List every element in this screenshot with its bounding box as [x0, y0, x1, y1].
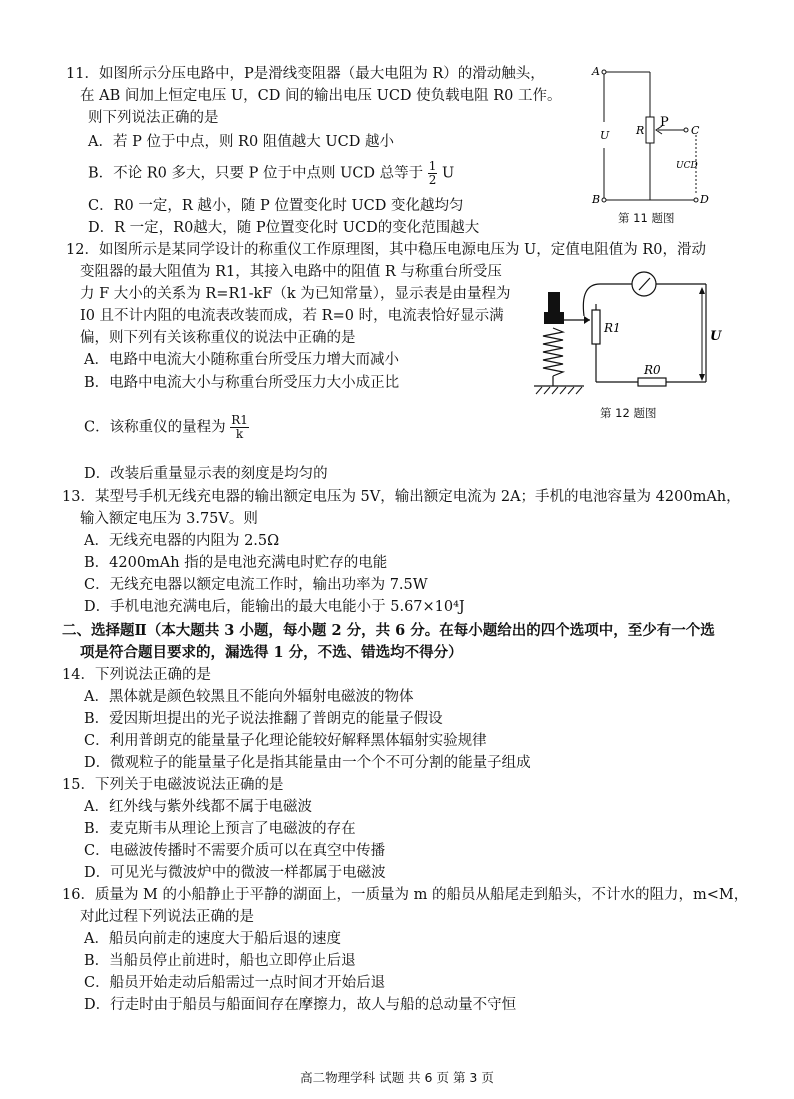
- q11-option-b: [88, 160, 454, 187]
- q11-option-b-text: B．不论 R0 多大，只要 P 位于中点则 UCD 总等于: [88, 165, 424, 182]
- q11-option-b-u: U: [442, 165, 455, 182]
- q12-option-a: A．电路中电流大小随称重台所受压力增大而减小: [84, 352, 399, 368]
- q11-stem-line3: 则下列说法正确的是: [88, 110, 219, 126]
- q12-stem-line1: 12．如图所示是某同学设计的称重仪工作原理图，其中稳压电源电压为 U，定值电阻值为 R0，滑动: [66, 242, 707, 258]
- q12-frac-num: R1: [231, 413, 248, 427]
- q11-figure-caption: 第 11 题图: [618, 211, 675, 225]
- q11-label-d: D: [700, 193, 709, 206]
- q11-option-a: A．若 P 位于中点，则 R0 阻值越大 UCD 越小: [88, 134, 394, 150]
- q11-label-r: R: [636, 124, 645, 137]
- q15-option-b: B．麦克斯韦从理论上预言了电磁波的存在: [84, 821, 356, 837]
- q16-stem-line1: 16．质量为 M 的小船静止于平静的湖面上，一质量为 m 的船员从船尾走到船头，不计水的阻力，m<M，: [62, 887, 749, 903]
- q11-label-a: A: [592, 65, 600, 78]
- q14-option-a: A．黑体就是颜色较黑且不能向外辐射电磁波的物体: [84, 689, 414, 705]
- q12-figure-caption: 第 12 题图: [600, 406, 657, 420]
- q12-label-r1: R1: [604, 321, 621, 335]
- q11-label-c: C: [691, 124, 700, 137]
- q16-option-a: A．船员向前走的速度大于船后退的速度: [84, 931, 341, 947]
- q12-option-c: [84, 414, 249, 441]
- q12-scale-diagram: [520, 270, 720, 400]
- q15-stem: 15．下列关于电磁波说法正确的是: [62, 777, 284, 793]
- q12-stem-line4: I0 且不计内阻的电流表改装而成，若 R=0 时，电流表恰好显示满: [80, 308, 504, 324]
- q15-option-a: A．红外线与紫外线都不属于电磁波: [84, 799, 312, 815]
- q14-stem: 14．下列说法正确的是: [62, 667, 211, 683]
- q11-option-c: C．R0 一定，R 越小，随 P 位置变化时 UCD 变化越均匀: [88, 198, 464, 214]
- q12-stem-line5: 偏，则下列有关该称重仪的说法中正确的是: [80, 330, 356, 346]
- q12-option-c-text: C．该称重仪的量程为: [84, 419, 226, 436]
- q14-option-d: D．微观粒子的能量量子化是指其能量由一个个不可分割的能量子组成: [84, 755, 531, 771]
- q11-fraction: [428, 160, 438, 187]
- q16-option-d: D．行走时由于船员与船面间存在摩擦力，故人与船的总动量不守恒: [84, 997, 517, 1013]
- section2-heading-line1: 二、选择题Ⅱ（本大题共 3 小题，每小题 2 分，共 6 分。在每小题给出的四个选项中，至少有一个选: [62, 622, 715, 639]
- q11-label-b: B: [592, 193, 601, 206]
- q11-label-p: P: [660, 115, 669, 130]
- q15-option-c: C．电磁波传播时不需要介质可以在真空中传播: [84, 843, 386, 859]
- q12-fraction: [230, 414, 249, 441]
- q12-stem-line3: 力 F 大小的关系为 R=R1-kF（k 为已知常量），显示表是由量程为: [80, 286, 511, 302]
- q16-option-b: B．当船员停止前进时，船也立即停止后退: [84, 953, 356, 969]
- q13-option-c: C．无线充电器以额定电流工作时，输出功率为 7.5W: [84, 577, 428, 593]
- q16-option-c: C．船员开始走动后船需过一点时间才开始后退: [84, 975, 386, 991]
- section2-heading-line2: 项是符合题目要求的，漏选得 1 分，不选、错选均不得分）: [80, 644, 463, 661]
- q13-option-d: D．手机电池充满电后，能输出的最大电能小于 5.67×10⁴J: [84, 599, 465, 615]
- q11-option-d: D．R 一定，R0越大，随 P位置变化时 UCD的变化范围越大: [88, 220, 480, 236]
- q16-stem-line2: 对此过程下列说法正确的是: [80, 909, 254, 925]
- q12-frac-den: k: [235, 427, 244, 441]
- q12-label-u: U: [710, 329, 722, 344]
- q11-frac-den: 2: [428, 173, 437, 187]
- q15-option-d: D．可见光与微波炉中的微波一样都属于电磁波: [84, 865, 386, 881]
- q11-circuit-diagram: [580, 62, 720, 222]
- q13-stem-line2: 输入额定电压为 3.75V。则: [80, 511, 258, 527]
- q11-label-ucd: UCD: [676, 161, 698, 171]
- q11-label-u: U: [600, 129, 610, 142]
- q11-stem-line2: 在 AB 间加上恒定电压 U，CD 间的输出电压 UCD 使负载电阻 R0 工作。: [80, 88, 562, 104]
- q12-option-b: B．电路中电流大小与称重台所受压力大小成正比: [84, 375, 400, 391]
- q14-option-c: C．利用普朗克的能量量子化理论能较好解释黑体辐射实验规律: [84, 733, 487, 749]
- q13-option-a: A．无线充电器的内阻为 2.5Ω: [84, 533, 280, 549]
- q12-label-r0: R0: [644, 363, 661, 377]
- q13-option-b: B．4200mAh 指的是电池充满电时贮存的电能: [84, 555, 388, 571]
- q12-option-d: D．改装后重量显示表的刻度是均匀的: [84, 466, 328, 482]
- q11-frac-num: 1: [428, 159, 437, 173]
- page-footer: 高二物理学科 试题 共 6 页 第 3 页: [300, 1070, 494, 1085]
- q13-stem-line1: 13．某型号手机无线充电器的输出额定电压为 5V，输出额定电流为 2A；手机的电池容量为 4200mAh，: [62, 489, 741, 505]
- q11-stem-line1: 11．如图所示分压电路中，P是滑线变阻器（最大电阻为 R）的滑动触头，: [66, 66, 545, 82]
- q14-option-b: B．爱因斯坦提出的光子说法推翻了普朗克的能量子假设: [84, 711, 443, 727]
- q12-stem-line2: 变阻器的最大阻值为 R1，其接入电路中的阻值 R 与称重台所受压: [80, 264, 502, 280]
